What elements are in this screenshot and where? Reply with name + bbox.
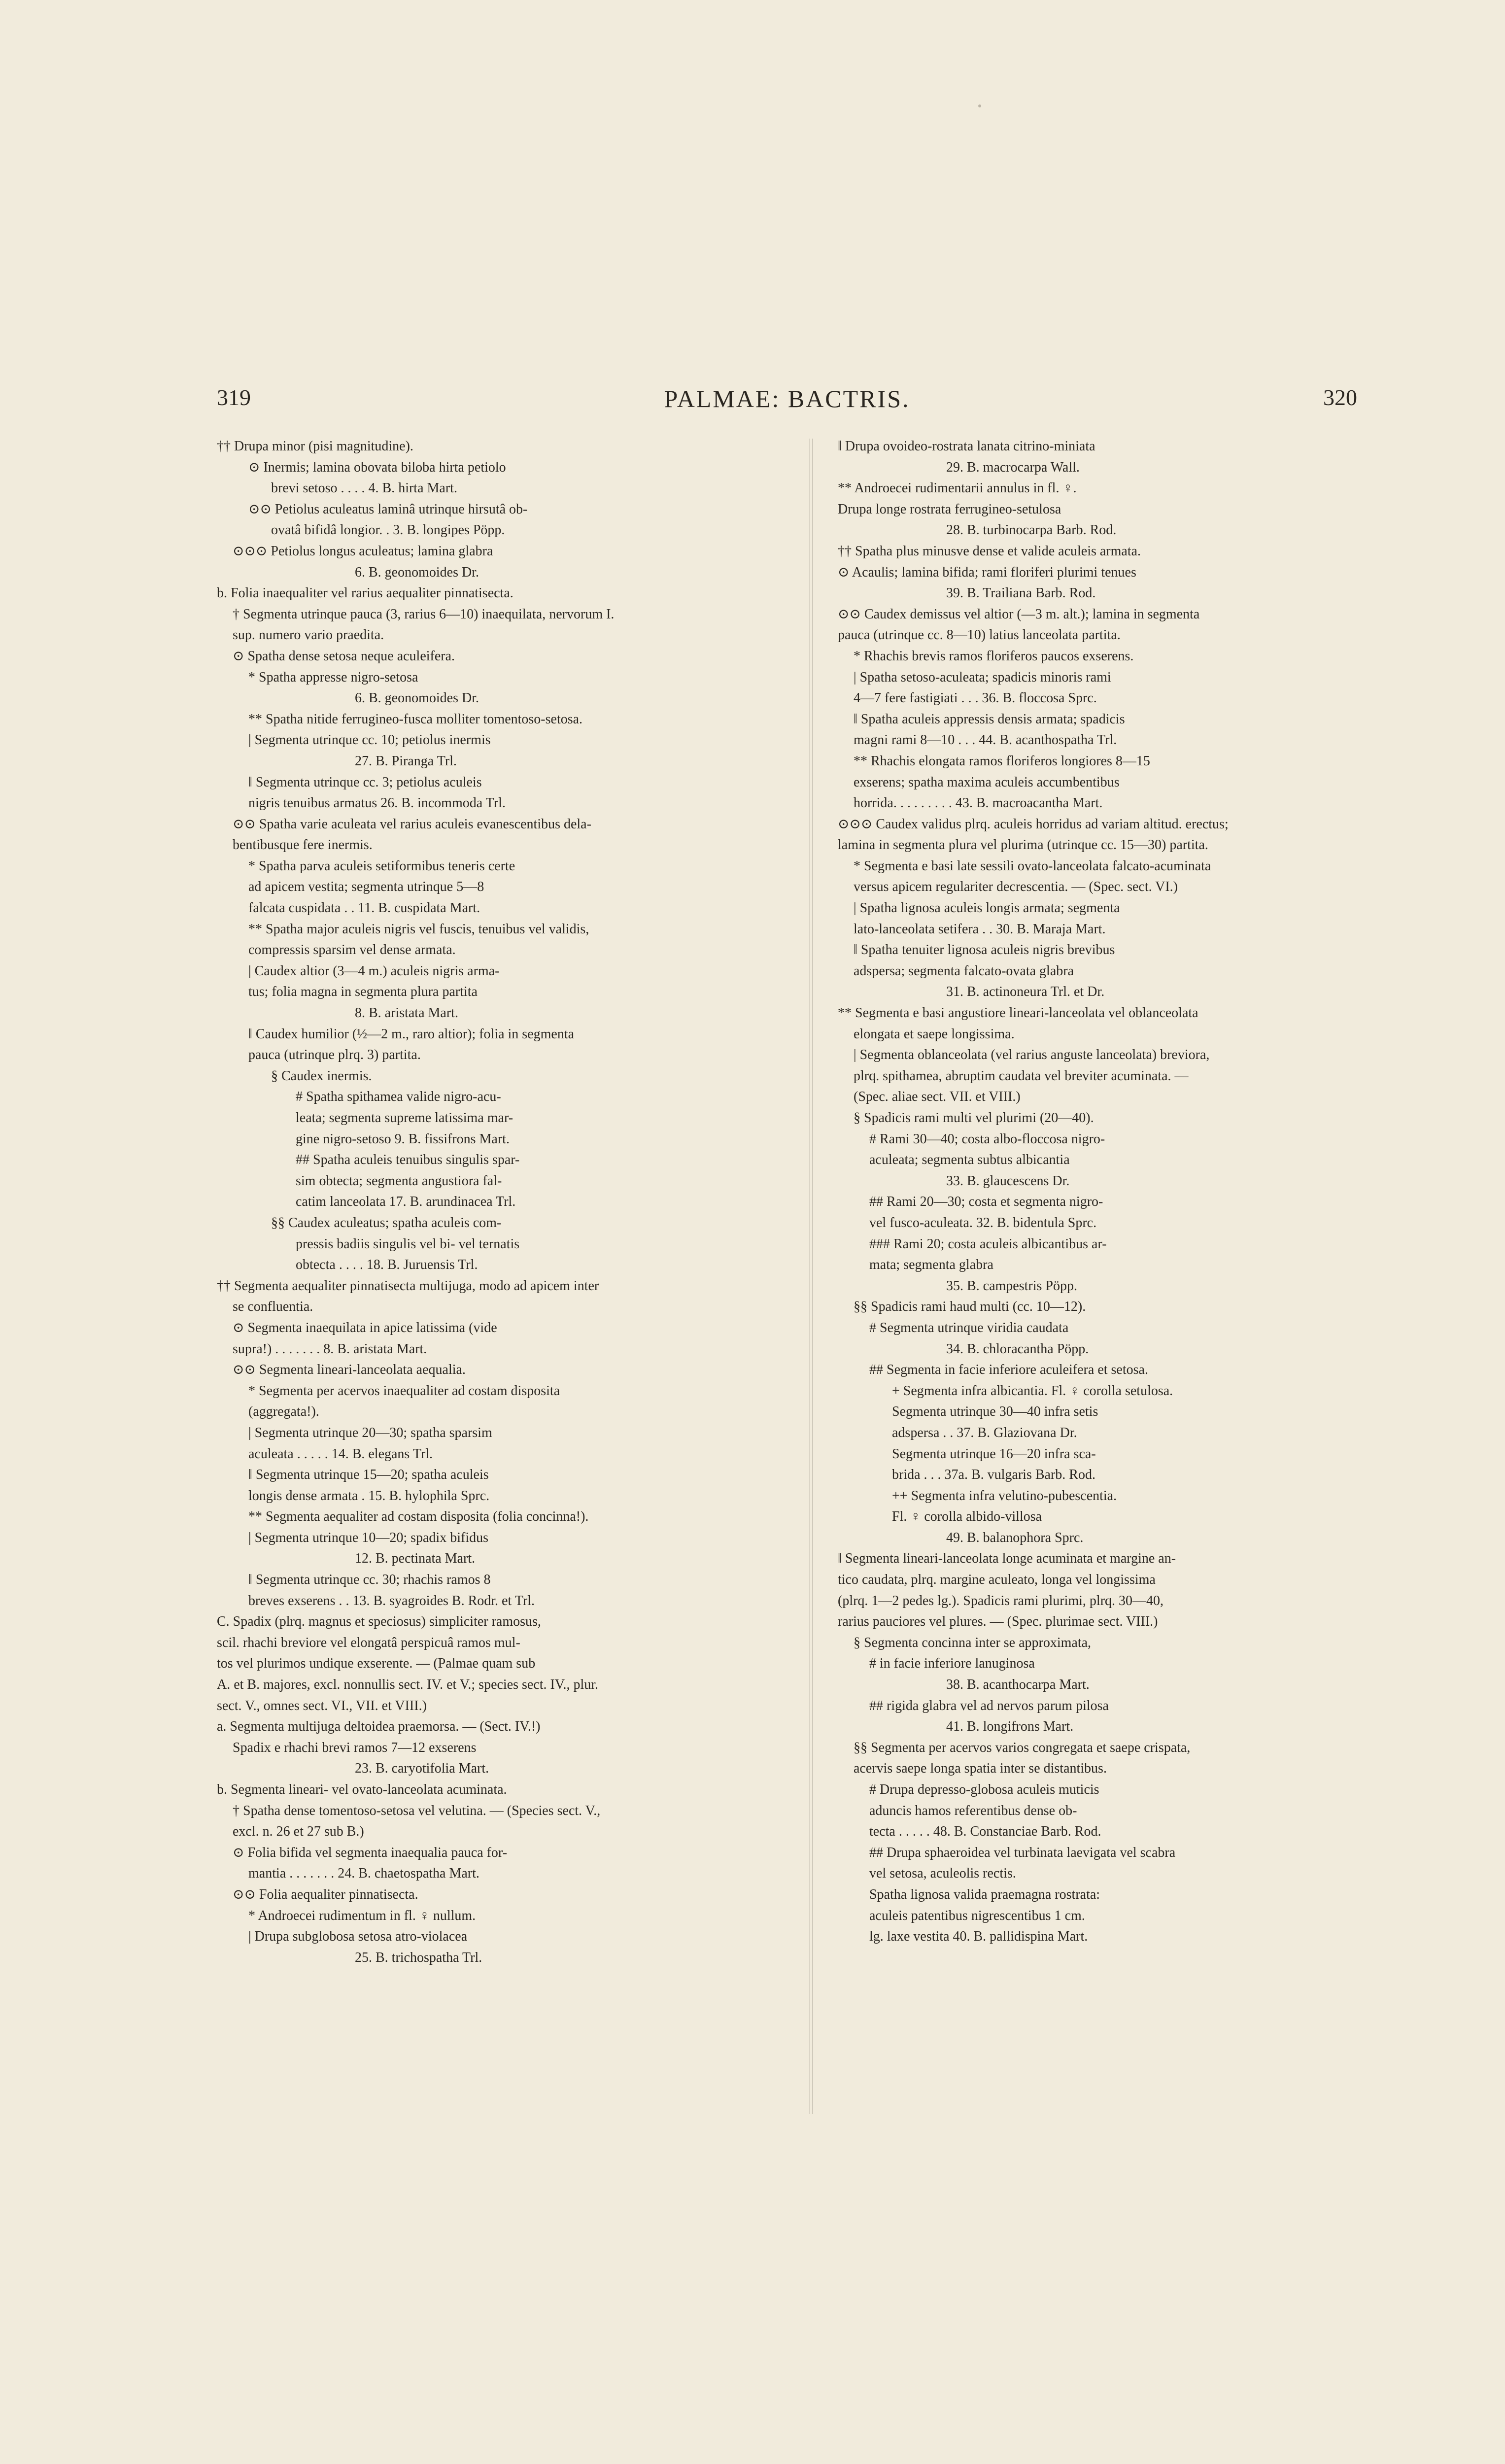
text-line: § Spadicis rami multi vel plurimi (20—40). — [854, 1110, 1094, 1126]
text-line: ⊙ Inermis; lamina obovata biloba hirta petiolo — [248, 459, 506, 475]
text-line: ‖ Segmenta utrinque 15—20; spatha aculeis — [248, 1467, 489, 1483]
text-line: Spadix e rhachi brevi ramos 7—12 exserens — [233, 1740, 477, 1755]
text-line: ## Drupa sphaeroidea vel turbinata laevigata vel scabra — [869, 1845, 1176, 1860]
text-line: rarius pauciores vel plures. — (Spec. plurimae sect. VIII.) — [838, 1614, 1158, 1630]
text-line: ### Rami 20; costa aculeis albicantibus ar- — [869, 1236, 1107, 1252]
text-line: ## Segmenta in facie inferiore aculeifera et setosa. — [869, 1362, 1148, 1378]
text-line: se confluentia. — [233, 1299, 313, 1315]
text-line: ‖ Drupa ovoideo-rostrata lanata citrino-miniata — [838, 439, 1095, 454]
text-line: † Segmenta utrinque pauca (3, rarius 6—10) inaequilata, nervorum I. — [233, 606, 615, 622]
text-line: aduncis hamos referentibus dense ob- — [869, 1803, 1077, 1818]
text-line: plrq. spithamea, abruptim caudata vel breviter acuminata. — — [854, 1068, 1189, 1084]
text-line: gine nigro-setoso 9. B. fissifrons Mart. — [296, 1131, 510, 1147]
text-line: exserens; spatha maxima aculeis accumbentibus — [854, 774, 1120, 790]
text-line: falcata cuspidata . . 11. B. cuspidata Mart. — [248, 900, 480, 916]
text-line: 38. B. acanthocarpa Mart. — [946, 1677, 1090, 1693]
text-line: adspersa . . 37. B. Glaziovana Dr. — [892, 1425, 1077, 1440]
text-line: a. Segmenta multijuga deltoidea praemorsa. — (Sect. IV.!) — [217, 1719, 541, 1735]
text-line: §§ Segmenta per acervos varios congregata et saepe crispata, — [854, 1740, 1191, 1755]
text-line: 4—7 fere fastigiati . . . 36. B. floccosa Sprc. — [854, 690, 1097, 706]
text-line: ⊙⊙⊙ Petiolus longus aculeatus; lamina glabra — [233, 543, 493, 559]
text-line: | Segmenta utrinque 20—30; spatha sparsim — [248, 1425, 492, 1440]
text-line: 23. B. caryotifolia Mart. — [355, 1761, 489, 1777]
text-line: compressis sparsim vel dense armata. — [248, 942, 456, 958]
text-line: * Spatha parva aculeis setiformibus teneris certe — [248, 858, 515, 874]
text-line: 49. B. balanophora Sprc. — [946, 1530, 1084, 1545]
text-line: breves exserens . . 13. B. syagroides B. Rodr. et Trl. — [248, 1593, 535, 1608]
text-line: Drupa longe rostrata ferrugineo-setulosa — [838, 501, 1061, 517]
text-line: brevi setoso . . . . 4. B. hirta Mart. — [271, 480, 457, 496]
text-line: A. et B. majores, excl. nonnullis sect. IV. et V.; species sect. IV., plur. — [217, 1677, 599, 1693]
text-line: 41. B. longifrons Mart. — [946, 1719, 1074, 1735]
text-line: (plrq. 1—2 pedes lg.). Spadicis rami plurimi, plrq. 30—40, — [838, 1593, 1164, 1608]
text-line: lato-lanceolata setifera . . 30. B. Maraja Mart. — [854, 921, 1106, 937]
text-line: | Segmenta utrinque 10—20; spadix bifidus — [248, 1530, 488, 1545]
text-line: §§ Spadicis rami haud multi (cc. 10—12). — [854, 1299, 1086, 1315]
text-line: ‖ Spatha tenuiter lignosa aculeis nigris brevibus — [854, 942, 1115, 958]
text-line: | Segmenta utrinque cc. 10; petiolus inermis — [248, 732, 491, 748]
text-line: (aggregata!). — [248, 1404, 319, 1420]
text-line: obtecta . . . . 18. B. Juruensis Trl. — [296, 1257, 478, 1273]
page-header — [217, 384, 1357, 419]
text-line: acervis saepe longa spatia inter se distantibus. — [854, 1761, 1107, 1777]
text-line: brida . . . 37a. B. vulgaris Barb. Rod. — [892, 1467, 1095, 1483]
text-line: mantia . . . . . . . 24. B. chaetospatha Mart. — [248, 1866, 479, 1882]
text-line: §§ Caudex aculeatus; spatha aculeis com- — [271, 1215, 502, 1231]
text-line: tos vel plurimos undique exserente. — (Palmae quam sub — [217, 1656, 536, 1672]
text-line: 12. B. pectinata Mart. — [355, 1551, 476, 1567]
text-line: sim obtecta; segmenta angustiora fal- — [296, 1173, 502, 1189]
text-line: ⊙⊙⊙ Caudex validus plrq. aculeis horridus ad variam altitud. erectus; — [838, 816, 1229, 832]
text-line: | Drupa subglobosa setosa atro-violacea — [248, 1929, 468, 1945]
text-line: 34. B. chloracantha Pöpp. — [946, 1341, 1089, 1357]
text-line: # Drupa depresso-globosa aculeis muticis — [869, 1782, 1099, 1797]
text-line: * Rhachis brevis ramos floriferos paucos exserens. — [854, 648, 1134, 664]
text-line: * Androecei rudimentum in fl. ♀ nullum. — [248, 1908, 476, 1923]
text-line: ‖ Segmenta lineari-lanceolata longe acuminata et margine an- — [838, 1551, 1176, 1567]
text-line: Segmenta utrinque 16—20 infra sca- — [892, 1446, 1096, 1462]
text-line: | Segmenta oblanceolata (vel rarius anguste lanceolata) breviora, — [854, 1047, 1210, 1063]
text-line: † Spatha dense tomentoso-setosa vel velutina. — (Species sect. V., — [233, 1803, 601, 1818]
text-line: ++ Segmenta infra velutino-pubescentia. — [892, 1488, 1117, 1504]
text-line: | Caudex altior (3—4 m.) aculeis nigris arma- — [248, 963, 500, 979]
text-line: nigris tenuibus armatus 26. B. incommoda Trl. — [248, 795, 506, 811]
text-line: ⊙⊙ Caudex demissus vel altior (—3 m. alt.); lamina in segmenta — [838, 606, 1200, 622]
text-line: ** Spatha nitide ferrugineo-fusca molliter tomentoso-setosa. — [248, 711, 583, 727]
text-line: + Segmenta infra albicantia. Fl. ♀ corolla setulosa. — [892, 1383, 1173, 1399]
text-line: # Rami 30—40; costa albo-floccosa nigro- — [869, 1131, 1105, 1147]
text-line: ## Rami 20—30; costa et segmenta nigro- — [869, 1194, 1103, 1210]
text-line: longis dense armata . 15. B. hylophila Sprc. — [248, 1488, 490, 1504]
text-line: †† Spatha plus minusve dense et valide aculeis armata. — [838, 543, 1141, 559]
text-line: Fl. ♀ corolla albido-villosa — [892, 1509, 1042, 1525]
text-line: lamina in segmenta plura vel plurima (utrinque cc. 15—30) partita. — [838, 837, 1208, 853]
text-line: elongata et saepe longissima. — [854, 1026, 1015, 1042]
text-line: adspersa; segmenta falcato-ovata glabra — [854, 963, 1074, 979]
running-title: PALMAE: BACTRIS. — [664, 385, 910, 412]
text-line: 39. B. Trailiana Barb. Rod. — [946, 585, 1096, 601]
text-line: ‖ Segmenta utrinque cc. 30; rhachis ramos 8 — [248, 1572, 491, 1588]
text-line: aculeis patentibus nigrescentibus 1 cm. — [869, 1908, 1085, 1923]
text-line: lg. laxe vestita 40. B. pallidispina Mart. — [869, 1929, 1088, 1945]
text-line: tico caudata, plrq. margine aculeato, longa vel longissima — [838, 1572, 1156, 1588]
text-line: vel setosa, aculeolis rectis. — [869, 1866, 1016, 1882]
text-line: 27. B. Piranga Trl. — [355, 753, 457, 769]
text-line: 28. B. turbinocarpa Barb. Rod. — [946, 522, 1117, 538]
text-line: excl. n. 26 et 27 sub B.) — [233, 1824, 364, 1840]
text-line: ** Spatha major aculeis nigris vel fuscis, tenuibus vel validis, — [248, 921, 589, 937]
text-line: †† Segmenta aequaliter pinnatisecta multijuga, modo ad apicem inter — [217, 1278, 599, 1294]
text-line: # Segmenta utrinque viridia caudata — [869, 1320, 1069, 1335]
text-line: ⊙⊙ Spatha varie aculeata vel rarius aculeis evanescentibus dela- — [233, 816, 591, 832]
text-line: horrida. . . . . . . . . 43. B. macroacantha Mart. — [854, 795, 1103, 811]
text-line: leata; segmenta supreme latissima mar- — [296, 1110, 513, 1126]
text-line: ** Segmenta e basi angustiore lineari-lanceolata vel oblanceolata — [838, 1005, 1198, 1021]
text-line: * Segmenta e basi late sessili ovato-lanceolata falcato-acuminata — [854, 858, 1211, 874]
text-line: †† Drupa minor (pisi magnitudine). — [217, 439, 413, 454]
text-line: 35. B. campestris Pöpp. — [946, 1278, 1077, 1294]
left-column — [217, 436, 786, 1968]
text-line: magni rami 8—10 . . . 44. B. acanthospatha Trl. — [854, 732, 1117, 748]
text-line: 31. B. actinoneura Trl. et Dr. — [946, 984, 1105, 1000]
text-line: sup. numero vario praedita. — [233, 627, 384, 643]
text-line: pauca (utrinque cc. 8—10) latius lanceolata partita. — [838, 627, 1121, 643]
page-number-left: 319 — [217, 385, 251, 410]
text-line: ⊙ Acaulis; lamina bifida; rami floriferi plurimi tenues — [838, 564, 1136, 580]
text-line: b. Folia inaequaliter vel rarius aequaliter pinnatisecta. — [217, 585, 513, 601]
text-line: ⊙⊙ Folia aequaliter pinnatisecta. — [233, 1886, 418, 1902]
text-line: ⊙ Spatha dense setosa neque aculeifera. — [233, 648, 455, 664]
text-line: | Spatha setoso-aculeata; spadicis minoris rami — [854, 669, 1111, 685]
text-line: ⊙⊙ Petiolus aculeatus laminâ utrinque hirsutâ ob- — [248, 501, 528, 517]
text-line: § Segmenta concinna inter se approximata, — [854, 1635, 1092, 1650]
text-line: C. Spadix (plrq. magnus et speciosus) simpliciter ramosus, — [217, 1614, 541, 1630]
text-line: ** Segmenta aequaliter ad costam disposita (folia concinna!). — [248, 1509, 589, 1525]
text-line: # in facie inferiore lanuginosa — [869, 1656, 1035, 1672]
text-line: b. Segmenta lineari- vel ovato-lanceolata acuminata. — [217, 1782, 507, 1797]
text-line: mata; segmenta glabra — [869, 1257, 993, 1273]
text-line: supra!) . . . . . . . 8. B. aristata Mart. — [233, 1341, 427, 1357]
text-line: ad apicem vestita; segmenta utrinque 5—8 — [248, 879, 484, 895]
text-line: ‖ Segmenta utrinque cc. 3; petiolus aculeis — [248, 774, 482, 790]
text-line: # Spatha spithamea valide nigro-acu- — [296, 1089, 501, 1105]
text-line: aculeata . . . . . 14. B. elegans Trl. — [248, 1446, 433, 1462]
column-divider — [810, 439, 813, 2114]
paper-speck — [978, 104, 981, 107]
text-line: tus; folia magna in segmenta plura partita — [248, 984, 478, 1000]
text-line: (Spec. aliae sect. VII. et VIII.) — [854, 1089, 1021, 1105]
text-line: 25. B. trichospatha Trl. — [355, 1950, 482, 1965]
text-line: Segmenta utrinque 30—40 infra setis — [892, 1404, 1098, 1420]
text-line: * Segmenta per acervos inaequaliter ad costam disposita — [248, 1383, 560, 1399]
page-number-right: 320 — [1323, 385, 1357, 410]
text-line: vel fusco-aculeata. 32. B. bidentula Sprc. — [869, 1215, 1097, 1231]
text-line: scil. rhachi breviore vel elongatâ perspicuâ ramos mul- — [217, 1635, 520, 1650]
text-line: ‖ Spatha aculeis appressis densis armata; spadicis — [854, 711, 1125, 727]
text-line: pressis badiis singulis vel bi- vel ternatis — [296, 1236, 520, 1252]
text-line: bentibusque fere inermis. — [233, 837, 373, 853]
text-line: ‖ Caudex humilior (½—2 m., raro altior); folia in segmenta — [248, 1026, 575, 1042]
text-line: | Spatha lignosa aculeis longis armata; segmenta — [854, 900, 1120, 916]
text-line: 8. B. aristata Mart. — [355, 1005, 458, 1021]
text-line: ⊙ Folia bifida vel segmenta inaequalia pauca for- — [233, 1845, 508, 1860]
text-line: tecta . . . . . 48. B. Constanciae Barb. Rod. — [869, 1824, 1101, 1840]
text-line: ovatâ bifidâ longior. . 3. B. longipes Pöpp. — [271, 522, 505, 538]
text-line: 6. B. geonomoides Dr. — [355, 690, 479, 706]
text-line: 33. B. glaucescens Dr. — [946, 1173, 1070, 1189]
text-line: sect. V., omnes sect. VI., VII. et VIII.) — [217, 1698, 427, 1713]
text-line: § Caudex inermis. — [271, 1068, 372, 1084]
text-line: catim lanceolata 17. B. arundinacea Trl. — [296, 1194, 516, 1210]
text-line: Spatha lignosa valida praemagna rostrata: — [869, 1886, 1100, 1902]
text-line: versus apicem regulariter decrescentia. — (Spec. sect. VI.) — [854, 879, 1178, 895]
text-line: ## rigida glabra vel ad nervos parum pilosa — [869, 1698, 1109, 1713]
text-line: ** Androecei rudimentarii annulus in fl. ♀. — [838, 480, 1077, 496]
text-line: pauca (utrinque plrq. 3) partita. — [248, 1047, 421, 1063]
text-line: * Spatha appresse nigro-setosa — [248, 669, 418, 685]
text-line: ** Rhachis elongata ramos floriferos longiores 8—15 — [854, 753, 1150, 769]
text-line: ⊙⊙ Segmenta lineari-lanceolata aequalia. — [233, 1362, 466, 1378]
text-line: 6. B. geonomoides Dr. — [355, 564, 479, 580]
text-line: ⊙ Segmenta inaequilata in apice latissima (vide — [233, 1320, 497, 1335]
right-column — [838, 436, 1358, 1948]
text-line: ## Spatha aculeis tenuibus singulis spar- — [296, 1152, 520, 1168]
text-line: aculeata; segmenta subtus albicantia — [869, 1152, 1070, 1168]
text-line: 29. B. macrocarpa Wall. — [946, 459, 1080, 475]
